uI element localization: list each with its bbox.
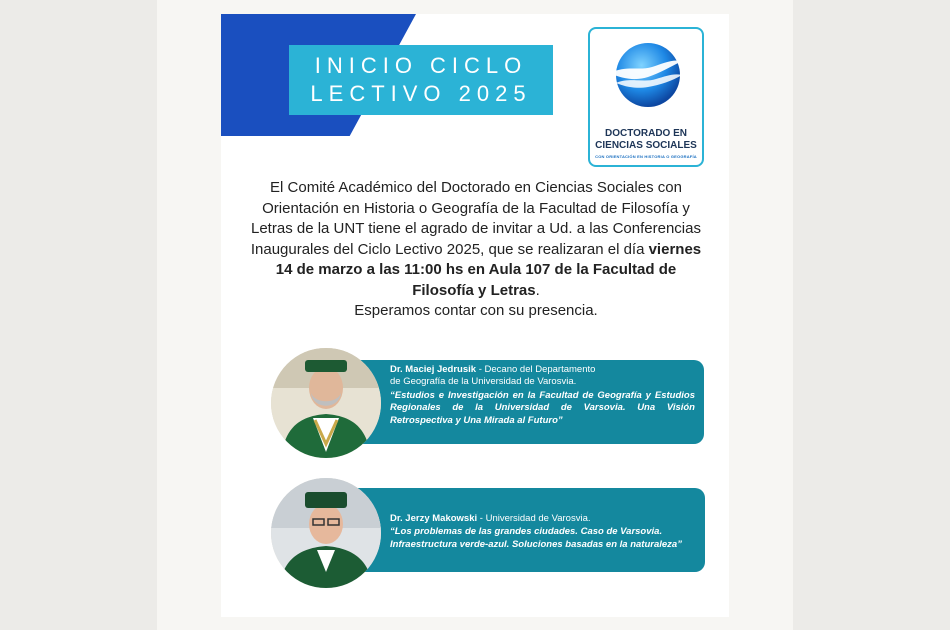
person-portrait-icon [271, 348, 381, 458]
intro-text-bold: viernes 14 de marzo a las 11:00 hs en Aula 107 de la Facultad de Filosofía y Letras [275, 240, 702, 299]
globe-birds-icon [606, 37, 686, 117]
doctorado-logo [588, 27, 704, 167]
speaker-name: Dr. Jerzy Makowski [390, 513, 478, 524]
logo-line2: CIENCIAS SOCIALES [595, 140, 697, 151]
intro-text-end: . [535, 281, 540, 299]
speaker-photo [271, 478, 381, 588]
speaker-talk-title: “Los problemas de las grandes ciudades. Caso de Varsovia. Infraestructura verde-azul. Soluciones basadas en la naturaleza” [390, 526, 682, 550]
header-title-line1: INICIO CICLO [314, 53, 528, 78]
speaker-photo [271, 348, 381, 458]
invitation-text [246, 178, 706, 322]
speaker-name: Dr. Maciej Jedrusik [390, 364, 477, 375]
intro-text-plain: El Comité Académico del Doctorado en Ciencias Sociales con Orientación en Historia o Geografía de la Facultad de Filosofía y Letras de la UNT tiene el agrado de invitar a Ud. a las Conferencias Inaugurales del Ciclo Lectivo 2025, que se realizaran el día [250, 179, 701, 258]
intro-closing: Esperamos contar con su presencia. [354, 302, 598, 319]
speaker-info [390, 513, 695, 551]
speaker-card [343, 488, 705, 572]
speaker-talk-title: “Estudios e Investigación en la Facultad de Geografía y Estudios Regionales de la Universidad de Varsovia. Una Visión Retrospectiva y Una Mirada al Futuro” [390, 389, 695, 426]
speaker-card [343, 360, 704, 444]
header-title-line2: LECTIVO 2025 [310, 81, 532, 106]
person-portrait-icon [271, 478, 381, 588]
header-title-box [289, 45, 553, 115]
speaker-role: - Decano del Departamento [476, 364, 596, 375]
logo-subtitle: CON ORIENTACIÓN EN HISTORIA O GEOGRAFÍA [595, 154, 697, 159]
speaker-role: - Universidad de Varosvia. [477, 513, 591, 524]
speaker-info [390, 364, 695, 427]
logo-line1: DOCTORADO EN [604, 128, 688, 139]
speaker-role-line2: de Geografía de la Universidad de Varosvia. [390, 376, 577, 388]
